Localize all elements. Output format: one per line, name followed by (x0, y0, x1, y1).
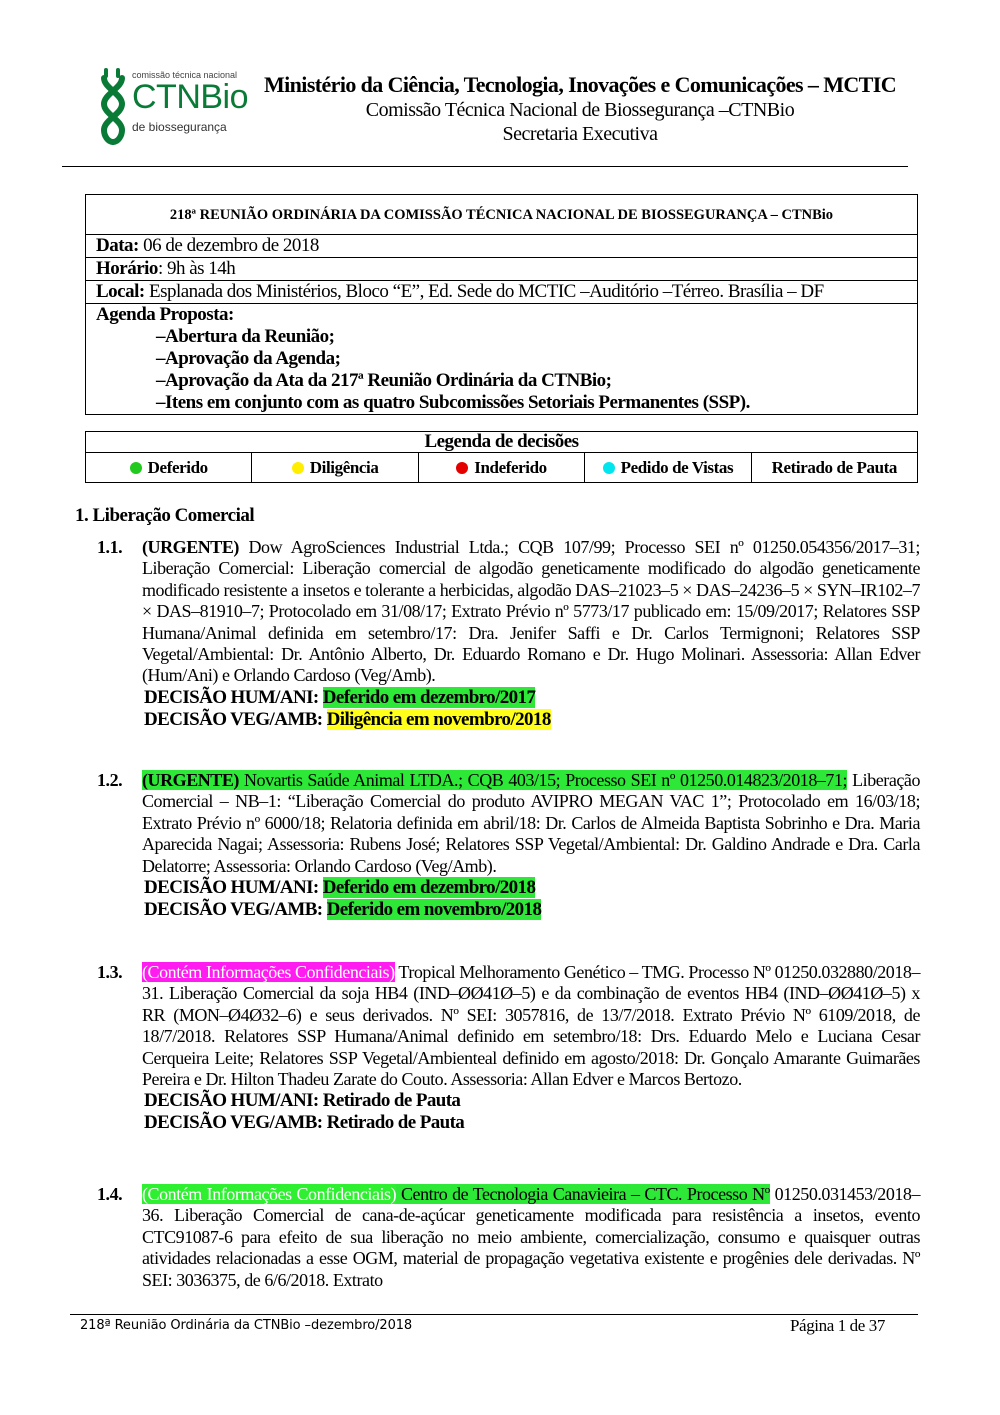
item-text (142, 1184, 920, 1291)
legend-label: Deferido (147, 458, 208, 477)
place-label: Local: (96, 281, 145, 302)
legend-label: Indeferido (474, 458, 547, 477)
decision-hum (144, 687, 920, 709)
agenda-label: Agenda Proposta: (96, 304, 234, 325)
meeting-info-table (85, 194, 918, 415)
decision-veg (144, 709, 920, 731)
legend-diligencia (252, 453, 418, 482)
decision-legend (85, 431, 918, 483)
footer-divider (70, 1314, 918, 1315)
footer-meeting-label: 218ª Reunião Ordinária da CTNBio –dezembro/2018 (80, 1318, 413, 1333)
decision-value: Retirado de Pauta (322, 1090, 461, 1112)
secretariat-name: Secretaria Executiva (502, 123, 658, 145)
decision-value: Deferido em dezembro/2017 (322, 686, 536, 708)
decision-label: DECISÃO HUM/ANI: (144, 686, 323, 708)
cyan-dot-icon (603, 462, 615, 474)
item-text (142, 962, 920, 1090)
legend-deferido (86, 453, 252, 482)
meeting-agenda-row (86, 304, 917, 414)
decision-hum (144, 1090, 920, 1112)
item-tag: (Contém Informações Confidenciais) (142, 1184, 397, 1204)
item-tag: (URGENTE) (142, 770, 239, 790)
item-1-1 (97, 537, 920, 731)
decision-veg (144, 899, 920, 921)
item-description: 01250.031453/2018–36. Liberação Comercial de cana-de-açúcar geneticamente modificada para resistência a insetos, evento CTC91087-6 para efeito de sua liberação no meio ambiente, comercialização, consumo e quaisquer outras atividades relacionadas a esse OGM, material de propagação vegetativa existente e progênies dele derivadas. Nº SEI: 3036375, de 6/6/2018. Extrato (142, 1184, 921, 1290)
decision-label: DECISÃO HUM/ANI: (144, 1090, 323, 1112)
meeting-date-row (86, 235, 917, 258)
legend-label: Pedido de Vistas (620, 458, 734, 477)
item-1-2 (97, 770, 920, 921)
date-value: 06 de dezembro de 2018 (143, 235, 319, 256)
decision-value: Deferido em novembro/2018 (326, 899, 542, 921)
item-tag: (Contém Informações Confidenciais) (142, 962, 395, 982)
logo-bottom-text: de biossegurança (132, 120, 227, 134)
logo-name: CTNBio (132, 78, 249, 116)
agenda-item: –Aprovação da Agenda; (156, 348, 341, 369)
section-title: 1. Liberação Comercial (75, 505, 255, 526)
item-1-3 (97, 962, 920, 1134)
item-number: 1.1. (97, 537, 123, 557)
decision-value: Deferido em dezembro/2018 (322, 877, 536, 899)
legend-label: Retirado de Pauta (771, 458, 898, 477)
decision-label: DECISÃO VEG/AMB: (144, 899, 327, 921)
green-dot-icon (130, 462, 142, 474)
item-description: Tropical Melhoramento Genético – TMG. Processo Nº 01250.032880/2018–31. Liberação Comercial da soja HB4 (IND–ØØ41Ø–5) e da combinação de eventos HB4 (IND–ØØ41Ø–5) x RR (MON–Ø4Ø32–6) e seus derivados. Nº SEI: 3057816, de 13/7/2018. Extrato Prévio Nº 6109/2018, de 18/7/2018. Relatores SSP Humana/Animal definido em setembro/18: Drs. Eduardo Melo e Luciana Cesar Cerqueira Leite; Relatores SSP Vegetal/Ambienteal definido em agosto/2018: Dr. Gonçalo Amarante Guimarães Pereira e Dr. Hilton Thadeu Zarate do Couto. Assessoria: Allan Edver e Marcos Bertozo. (142, 962, 920, 1090)
date-label: Data: (96, 235, 139, 256)
item-tag: (URGENTE) (142, 537, 239, 557)
item-1-4 (97, 1184, 920, 1291)
time-value: : 9h às 14h (157, 258, 236, 279)
decision-value: Diligência em novembro/2018 (326, 708, 551, 730)
page-number: Página 1 de 37 (790, 1316, 885, 1335)
item-text (142, 537, 920, 687)
legend-indeferido (419, 453, 585, 482)
item-description: Liberação Comercial – NB–1: “Liberação Comercial do produto AVIPRO MEGAN VAC 1”; Protocolado em 16/03/18; Extrato Prévio nº 6000/18; Relatoria definida em abril/18: Dr. Carlos de Almeida Baptista Sobrinho e Dra. Maria Aparecida Nagai; Assessoria: Rubens José; Relatores SSP Vegetal/Ambiental: Dr. Galdino Andrade e Dra. Carla Delatorre; Assessoria: Orlando Cardoso (Veg/Amb). (142, 770, 920, 876)
meeting-time-row (86, 258, 917, 281)
item-number: 1.4. (97, 1184, 123, 1204)
agenda-item: –Aprovação da Ata da 217ª Reunião Ordinária da CTNBio; (156, 370, 612, 391)
decision-label: DECISÃO VEG/AMB: (144, 1112, 327, 1134)
legend-retirado-pauta (752, 453, 917, 482)
legend-title: Legenda de decisões (86, 432, 917, 453)
decision-veg (144, 1112, 920, 1134)
decision-hum (144, 877, 920, 899)
header-divider (62, 166, 908, 167)
header-text (260, 72, 900, 146)
meeting-title: 218ª REUNIÃO ORDINÁRIA DA COMISSÃO TÉCNICA NACIONAL DE BIOSSEGURANÇA – CTNBio (86, 195, 917, 235)
time-label: Horário (96, 258, 158, 279)
meeting-place-row (86, 281, 917, 304)
legend-label: Diligência (309, 458, 379, 477)
item-number: 1.3. (97, 962, 123, 982)
decision-value: Retirado de Pauta (326, 1112, 465, 1134)
item-description: Dow AgroSciences Industrial Ltda.; CQB 107/99; Processo SEI nº 01250.054356/2017–31; Liberação Comercial: Liberação comercial de algodão geneticamente modificado do algodão geneticamente modificado resistente a insetos e tolerante a herbicidas, algodão DAS–21023–5 × DAS–24236–5 × SYN–IR102–7 × DAS–81910–7; Protocolado em 31/08/17; Extrato Prévio nº 5773/17 publicado em: 15/09/2017; Relatores SSP Humana/Animal definida em setembro/17: Dra. Jenifer Saffi e Dr. Carlos Termignoni; Relatores SSP Vegetal/Ambiental: Dr. Antônio Alberto, Dr. Eduardo Romano e Dr. Hugo Molinari. Assessoria: Allan Edver (Hum/Ani) e Orlando Cardoso (Veg/Amb). (142, 537, 920, 686)
yellow-dot-icon (292, 462, 304, 474)
item-highlighted-text: Novartis Saúde Animal LTDA.; CQB 403/15; Processo SEI nº 01250.014823/2018–71; (238, 770, 848, 790)
item-text (142, 770, 920, 877)
ministry-title: Ministério da Ciência, Tecnologia, Inovações e Comunicações – MCTIC (264, 72, 896, 97)
decision-label: DECISÃO VEG/AMB: (144, 708, 327, 730)
legend-pedido-vistas (585, 453, 751, 482)
dna-helix-icon (96, 66, 130, 146)
agenda-item: –Itens em conjunto com as quatro Subcomissões Setoriais Permanentes (SSP). (156, 392, 750, 413)
red-dot-icon (456, 462, 468, 474)
agenda-item: –Abertura da Reunião; (156, 326, 335, 347)
commission-name: Comissão Técnica Nacional de Biossegurança –CTNBio (365, 99, 795, 121)
legend-cells (86, 453, 917, 482)
ctnbio-logo (96, 66, 256, 146)
place-value: Esplanada dos Ministérios, Bloco “E”, Ed. Sede do MCTIC –Auditório –Térreo. Brasília – DF (148, 281, 824, 302)
item-highlighted-text: Centro de Tecnologia Canavieira – CTC. Processo Nº (396, 1184, 770, 1204)
logo-top-text: comissão técnica nacional (132, 70, 238, 80)
decision-label: DECISÃO HUM/ANI: (144, 877, 323, 899)
item-number: 1.2. (97, 770, 123, 790)
